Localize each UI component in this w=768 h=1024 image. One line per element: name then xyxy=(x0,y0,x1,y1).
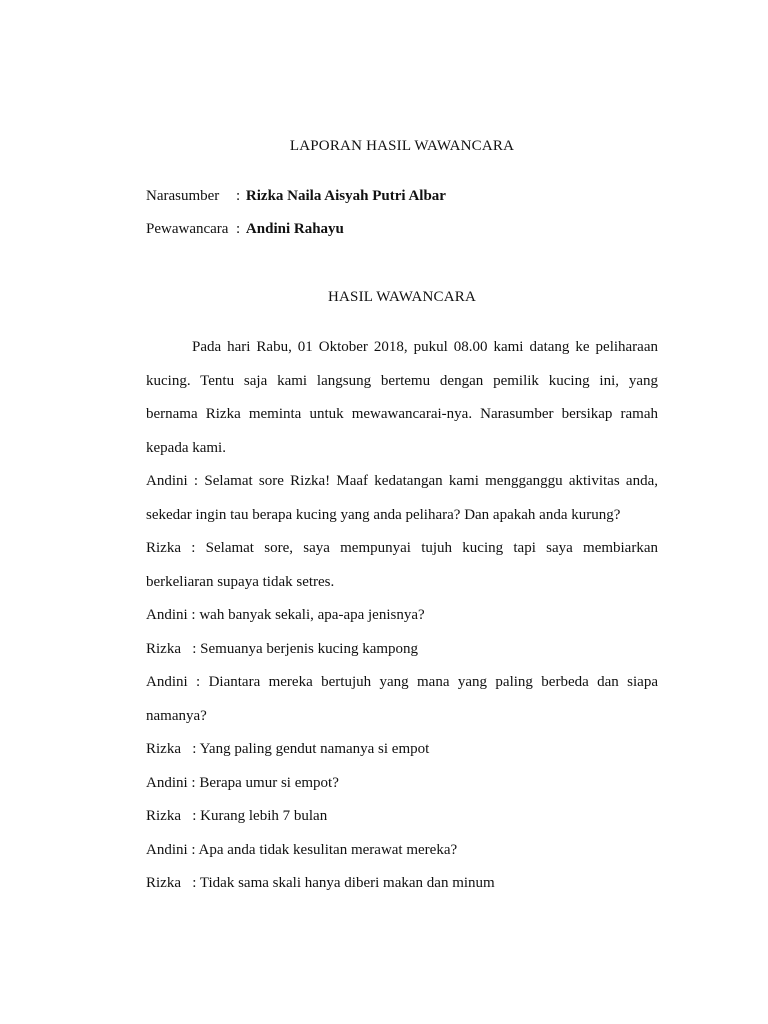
intro-line: Pada hari Rabu, 01 Oktober 2018, pukul 08.00 kami datang ke peliharaan xyxy=(192,339,658,355)
narasumber-value: Rizka Naila Aisyah Putri Albar xyxy=(245,188,446,204)
dialogue-line: sekedar ingin tau berapa kucing yang anda pelihara? Dan apakah anda kurung? xyxy=(146,507,621,523)
section-title: HASIL WAWANCARA xyxy=(327,289,477,305)
dialogue-line: berkeliaran supaya tidak setres. xyxy=(146,574,335,590)
pewawancara-label: Pewawancara xyxy=(146,221,229,237)
pewawancara-row xyxy=(146,221,344,238)
pewawancara-separator: : xyxy=(236,221,241,237)
document-title: LAPORAN HASIL WAWANCARA xyxy=(289,138,515,154)
intro-line: kepada kami. xyxy=(146,440,226,456)
dialogue-line: Rizka : Kurang lebih 7 bulan xyxy=(146,808,328,824)
dialogue-line: Andini : Diantara mereka bertujuh yang mana yang paling berbeda dan siapa xyxy=(146,674,658,690)
dialogue-line: Andini : wah banyak sekali, apa-apa jenisnya? xyxy=(146,607,425,623)
dialogue-line: namanya? xyxy=(146,708,207,724)
intro-line: kucing. Tentu saja kami langsung bertemu dengan pemilik kucing ini, yang xyxy=(146,373,658,389)
narasumber-row xyxy=(146,188,446,205)
pewawancara-value: Andini Rahayu xyxy=(245,221,344,237)
narasumber-label: Narasumber xyxy=(146,188,220,204)
intro-line: bernama Rizka meminta untuk mewawancarai-nya. Narasumber bersikap ramah xyxy=(146,406,658,422)
dialogue-line: Andini : Apa anda tidak kesulitan merawat mereka? xyxy=(146,842,458,858)
dialogue-line: Andini : Berapa umur si empot? xyxy=(146,775,339,791)
dialogue-line: Rizka : Tidak sama skali hanya diberi makan dan minum xyxy=(146,875,495,891)
dialogue-line: Rizka : Semuanya berjenis kucing kampong xyxy=(146,641,419,657)
narasumber-separator: : xyxy=(236,188,241,204)
dialogue-line: Rizka : Yang paling gendut namanya si empot xyxy=(146,741,430,757)
dialogue-line: Rizka : Selamat sore, saya mempunyai tujuh kucing tapi saya membiarkan xyxy=(146,540,658,556)
dialogue-line: Andini : Selamat sore Rizka! Maaf kedatangan kami mengganggu aktivitas anda, xyxy=(146,473,658,489)
